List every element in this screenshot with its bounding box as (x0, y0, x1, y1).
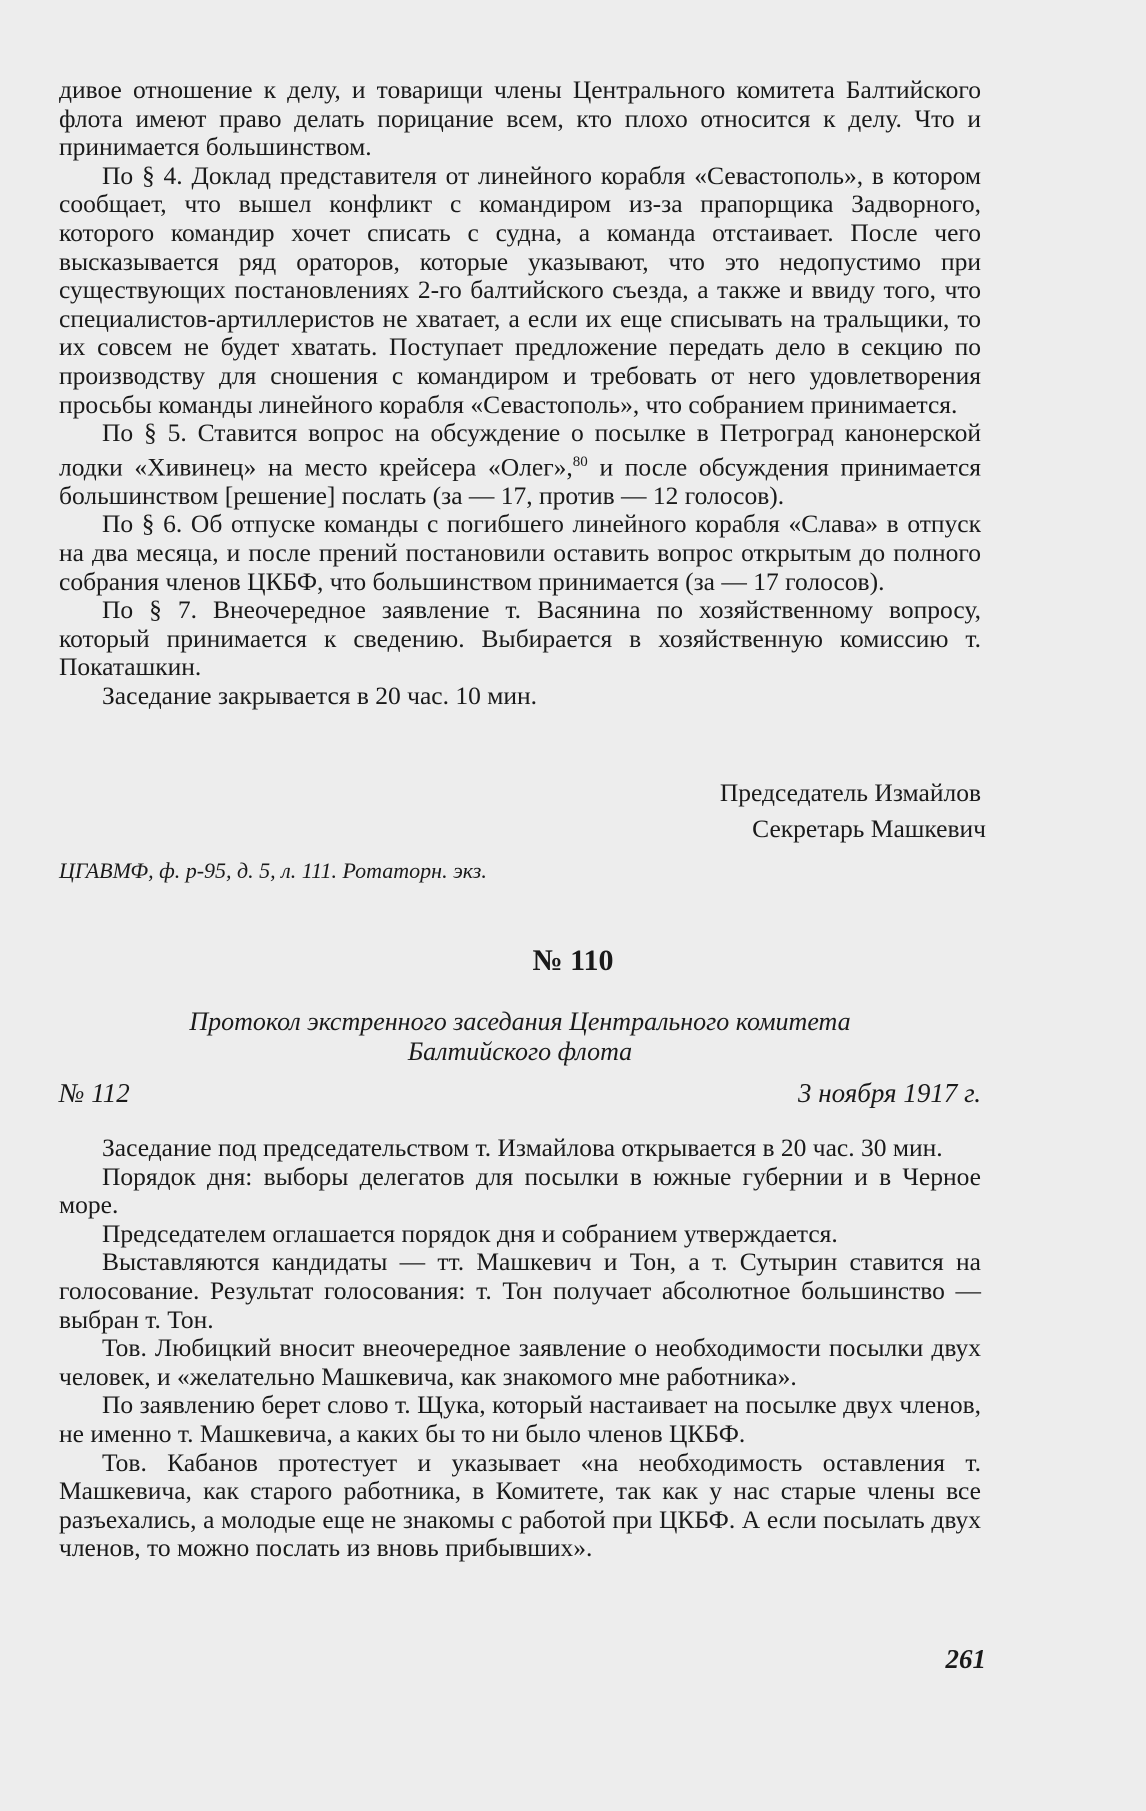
title-line: Протокол экстренного заседания Центрального комитета (189, 1007, 851, 1036)
paragraph: По § 4. Доклад представителя от линейного корабля «Севастополь», в котором сообщает, что вышел конфликт с командиром из-за прапорщика Задворного, которого командир хочет списать с судна, а команда отстаивает. После чего высказывается ряд ораторов, которые указывают, что это недопустимо при существующих постановлениях 2-го балтийского съезда, а также и ввиду того, что специалистов-артиллеристов не хватает, а если их еще списывать на тральщики, то их совсем не будет хватать. Поступает предложение передать дело в секцию по производству для сношения с командиром и требовать от него удовлетворения просьбы команды линейного корабля «Севастополь», что собранием принимается. (59, 160, 981, 419)
paragraph: Тов. Кабанов протестует и указывает «на необходимость оставления т. Машкевича, как старого работника, в Комитете, так как у нас старые члены все разъехались, а молодые еще не знакомы с работой при ЦКБФ. А если посылать двух членов, то можно послать из вновь прибывших». (59, 1447, 981, 1563)
protocol-meta (59, 1078, 981, 1109)
paragraph-text: По § 5. Ставится вопрос на обсуждение о посылке в Петроград канонерской лодки «Хивинец» на место крейсера «Олег», (59, 418, 981, 482)
paragraph: По заявлению берет слово т. Щука, который настаивает на посылке двух членов, не именно т. Машкевича, а каких бы то ни было членов ЦКБФ. (59, 1390, 981, 1448)
chair-signature: Председатель Измайлов (719, 778, 981, 807)
paragraph: Заседание закрывается в 20 час. 10 мин. (102, 680, 538, 710)
paragraph: Порядок дня: выборы делегатов для посылки в южные губернии и в Черное море. (59, 1161, 981, 1220)
paragraph: дивое отношение к делу, и товарищи члены Центрального комитета Балтийского флота имеют право делать порицание всем, кто плохо относится к делу. Что и принимается большинством. (59, 75, 981, 162)
top-text-block (59, 76, 981, 711)
page-number: 261 (945, 1644, 986, 1674)
archive-source: ЦГАВМФ, ф. р-95, д. 5, л. 111. Ротаторн. экз. (59, 858, 487, 883)
protocol-number: № 112 (59, 1078, 130, 1108)
paragraph: Председателем оглашается порядок дня и собранием утверждается. (102, 1218, 838, 1248)
paragraph: По § 6. Об отпуске команды с погибшего линейного корабля «Слава» в отпуск на два месяца, и после прений постановили оставить вопрос открытым до полного собрания членов ЦКБФ, что большинством принимается (за — 17 голосов). (59, 509, 981, 596)
paragraph: Выставляются кандидаты — тт. Машкевич и Тон, а т. Сутырин ставится на голосование. Результат голосования: т. Тон получает абсолютное большинство — выбран т. Тон. (59, 1247, 981, 1334)
protocol-date: 3 ноября 1917 г. (797, 1078, 981, 1108)
paragraph: Заседание под председательством т. Измайлова открывается в 20 час. 30 мин. (102, 1133, 943, 1162)
paragraph: Тов. Любицкий вносит внеочередное заявление о необходимости посылки двух человек, и «желательно Машкевича, как знакомого мне работника». (59, 1333, 981, 1391)
document-title (59, 1007, 981, 1067)
paragraph-text: и после обсуждения принимается большинством [решение] послать (за — 17, против — 12 голосов). (59, 452, 981, 510)
title-line: Балтийского флота (407, 1037, 633, 1066)
paragraph: По § 7. Внеочередное заявление т. Васянина по хозяйственному вопросу, который принимается к сведению. Выбирается в хозяйственную комиссию т. Покаташкин. (59, 595, 981, 682)
secretary-signature: Секретарь Машкевич (752, 814, 986, 843)
footnote-ref: 80 (572, 453, 588, 470)
paragraph (59, 419, 981, 510)
document-number: № 110 (532, 944, 614, 977)
bottom-text-block (59, 1134, 981, 1563)
